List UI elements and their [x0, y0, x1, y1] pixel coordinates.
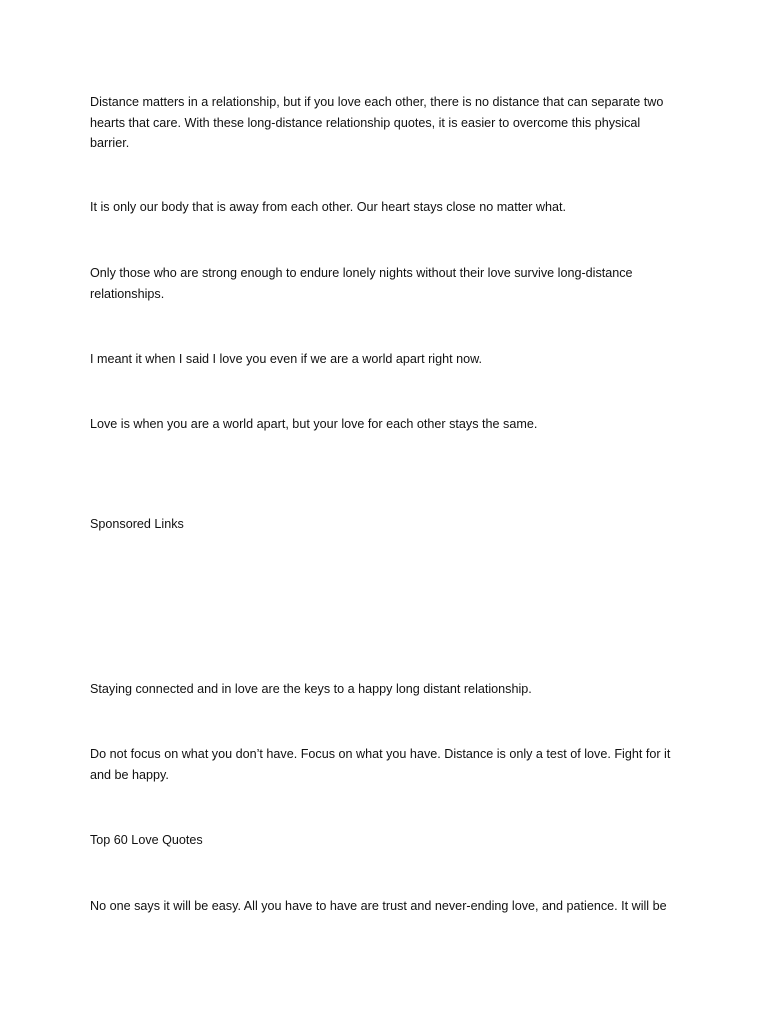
quote-body-away: It is only our body that is away from each other. Our heart stays close no matter what.: [90, 200, 566, 214]
quote-no-one-says: No one says it will be easy. All you have to have are trust and never-ending love, and patience. It will be: [90, 899, 667, 913]
quote-strong-enough: Only those who are strong enough to endure lonely nights without their love survive long-distance relationships.: [90, 266, 633, 301]
sponsored-links-label: Sponsored Links: [90, 517, 184, 531]
quote-staying-connected: Staying connected and in love are the keys to a happy long distant relationship.: [90, 682, 532, 696]
quote-do-not-focus: Do not focus on what you don’t have. Focus on what you have. Distance is only a test of love. Fight for it and be happy.: [90, 747, 671, 782]
paragraph-intro: Distance matters in a relationship, but if you love each other, there is no distance that can separate two hearts that care. With these long-distance relationship quotes, it is easier to overcome this physical barrier.: [90, 95, 664, 150]
top-love-quotes-heading: Top 60 Love Quotes: [90, 833, 203, 847]
quote-meant-it: I meant it when I said I love you even if we are a world apart right now.: [90, 352, 483, 366]
quote-world-apart: Love is when you are a world apart, but your love for each other stays the same.: [90, 417, 538, 431]
